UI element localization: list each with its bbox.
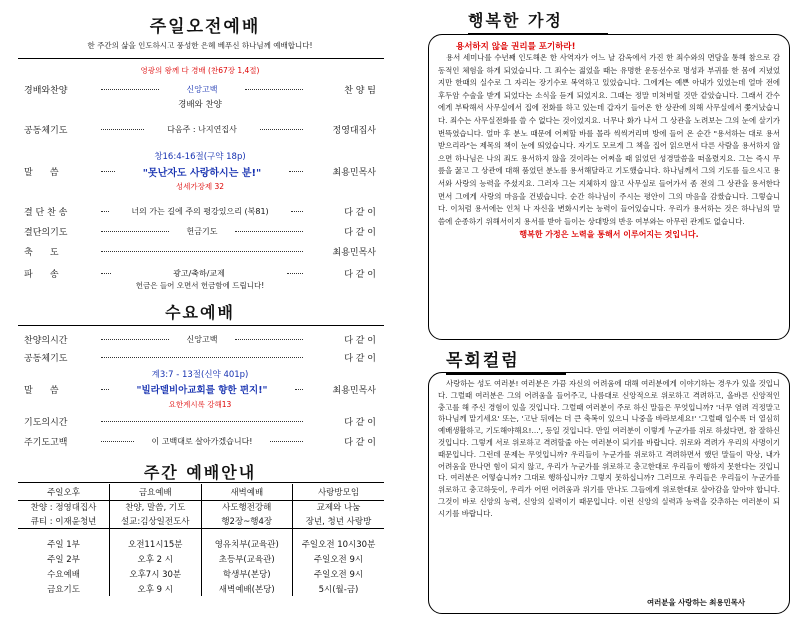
- row-label: 축 도: [24, 247, 59, 258]
- sched-cell: 5시(월-금): [293, 581, 385, 596]
- row-offering: [24, 224, 376, 238]
- column-title: 목회컬럼: [446, 346, 566, 375]
- offering-note: 헌금은 들어 오면서 헌금함에 드립니다!: [135, 281, 265, 290]
- wed-row-prayer: [24, 350, 376, 364]
- wed-row-sermon: [24, 382, 376, 396]
- wed-row-time: [24, 414, 376, 428]
- row-mid: 너의 가는 길에 주의 평강있으리 (복81): [131, 206, 269, 216]
- sched-cell: 영유치부(교육관): [201, 536, 293, 551]
- wed-sermon-ref: 계3:7 - 13절(신약 401p): [151, 370, 249, 380]
- weekly-cell: 찬양, 말씀, 기도: [110, 500, 202, 514]
- row-label: 결단의기도: [24, 227, 68, 238]
- sched-cell: 수요예배: [47, 569, 80, 580]
- praise-sub: 경배와 찬양: [178, 100, 222, 110]
- row-mid: 신앙고백: [186, 84, 218, 94]
- sermon-series: 성세가장제 32: [175, 182, 225, 191]
- row-label: 공동체기도: [24, 353, 68, 364]
- weekly-cell: 사도행전강해: [201, 500, 293, 514]
- row-right: 찬 양 팀: [344, 85, 376, 96]
- divider: [18, 482, 384, 483]
- divider: [18, 58, 384, 59]
- sched-cell: 새벽예배(본당): [201, 581, 293, 596]
- row-right: 최용민목사: [332, 247, 376, 258]
- row-label: 찬양의시간: [24, 335, 68, 346]
- row-right: 다 같 이: [344, 437, 376, 448]
- row-mid: 광고/축하/교제: [173, 268, 225, 278]
- sched-cell: 오후7시 30분: [110, 566, 202, 581]
- weekly-table: [18, 484, 384, 596]
- weekly-header: 주일오후: [47, 487, 80, 498]
- sched-cell: 주일오전 9시: [293, 566, 385, 581]
- weekly-row: [18, 500, 384, 514]
- row-mid: 신앙고백: [186, 334, 218, 344]
- row-label: 공동체기도: [24, 125, 68, 136]
- divider: [18, 325, 384, 326]
- service-subtitle: 한 주간의 삶을 인도하시고 풍성한 은혜 베푸신 하나님께 예배합니다!: [87, 41, 313, 50]
- schedule-row: [18, 566, 384, 581]
- row-label: 경배와찬양: [24, 85, 68, 96]
- row-mid: 헌금기도: [186, 226, 218, 236]
- sunday-service-title: 주일오전예배: [149, 17, 261, 37]
- column-box: [428, 372, 790, 614]
- column-signature: 여러분을 사랑하는 최용민목사: [647, 598, 745, 607]
- row-prayer: [24, 122, 376, 136]
- schedule-row: [18, 536, 384, 551]
- sched-cell: 금요기도: [47, 584, 80, 595]
- schedule-row: [18, 581, 384, 596]
- weekly-title: 주간 예배안내: [143, 463, 257, 482]
- row-right: 정영대집사: [332, 125, 376, 136]
- weekly-header: 새벽예배: [201, 484, 293, 500]
- row-label: 말 씀: [24, 385, 59, 396]
- wed-sermon-title: "빌라델비아교회를 향한 편지!": [136, 385, 268, 396]
- sermon-ref: 창16:4-16절(구약 18p): [154, 152, 246, 162]
- row-benediction: [24, 244, 376, 258]
- column-text: 사랑하는 성도 여러분! 여러분은 가끔 자신의 어려움에 대해 여러분에게 이야기하는 경우가 있을 것입니다. 그럴때 여러분은 그의 어려움을 들어주고, 나름대로 신앙적으로 위로하고 격려하고, 올바른 신앙적인 충고를 해 주신 경험이 있을 것입니다. 그럴때 여러분이 주로 하신 말들은 무엇입니까? '너무 염려 걱정말고 하나님께 맡기세요' 또는, '고난 뒤에는 더 큰 축복이 있으니 나중을 바라보세요!' '그럴때 일수록 더 열심히 예배생활하고, 기도해야해요!...', 등일 것입니다. 만일 여러분이 이렇게 누군가를 위로 하셨다면, 참 잘하신 것입니다. 그렇게 서로 위로하고 격려할줄 아는 여러분이 되기를 바랍니다. 위로와 격려가 우리의 사명이기 때문입니다. 그런데 문제는 무엇입니까? 우리들이 누군가를 위로하고 격려하면서 했던 말들이 막상, 내가 어려움을 만나면 힘이 되지 않고, 우리가 누군가를 위로하고 충고한대로 우리들이 행하지 못한다는 것입니다. 여러분은 어떻습니까? 그대로 행하십니까? 그렇지 못하십니까? 그러므로 우리들은 우리들이 누군가를 위로하고 충고하듯이, 우리가 어떤 어려움과 위기를 만나도 그들에게 위로한대로 살아감을 알아야 합니다. 그것이 바로 신앙의 능력, 신앙의 실력이기 때문입니다. 이런 신앙의 실력과 능력을 갖추하는 여러분이 되시기를 바랍니다.: [438, 379, 780, 518]
- weekly-row: [18, 514, 384, 528]
- row-right: 다 같 이: [344, 227, 376, 238]
- row-right: 최용민목사: [332, 385, 376, 396]
- happy-family-title: 행복한 가정: [468, 8, 608, 35]
- box-footer: 행복한 가정은 노력을 통해서 이루어지는 것입니다.: [519, 230, 699, 240]
- sched-cell: 초등부(교육관): [201, 551, 293, 566]
- row-mid: 다음주 : 나지연집사: [167, 124, 237, 134]
- row-label: 기도의시간: [24, 417, 68, 428]
- weekly-cell: 교제와 나눔: [293, 500, 385, 514]
- hymn-note: 영광의 왕께 다 경배 (찬67장 1,4절): [140, 66, 260, 75]
- row-label: 주기도고백: [24, 437, 68, 448]
- wed-series: 요한계시록 강해13: [168, 400, 232, 409]
- wed-row-praise: [24, 332, 376, 346]
- box-text: 용서 세미나를 수년째 인도해온 한 사역자가 어느 날 감옥에서 가진 한 죄수와의 면담을 통해 참으로 감동적인 체험을 하게 되었습니다. 그 죄수는 젊었을 때는 유명한 운동선수로 명성과 부귀를 한 몸에 지녔었지만 한때의 실수로 그 자리는 장기수로 복역하고 있었습니다. 그에게는 예쁜 아내가 있었는데 얼마 전에 후두암 수술을 받게 되었다는 소식을 듣게 되었지요. 그때는 정말 미쳐버릴 것만 같았습니다. 그래서 간수에게 부탁해서 사무실에서 집에 전화를 하고 있는데 갑자기 들어온 한 상관에 의해 사무실에서 쫓겨났습니다. 죄수는 사무실전화를 쓸 수 없다는 것이었지요. 너무나 화가 나서 그 상관을 노려보는 그의 눈에 살기가 번뜩였습니다. 얼마 후 분노 때문에 어쩌할 바를 몰라 씩씩거리며 방에 들어 온 순간 "용서하는 대로 용서 받으리라"는 제목의 책이 눈에 띄었습니다. 자기도 모르게 그 책을 집어 읽으면서 다른 사람을 용서하지 않으면 하나님은 나의 죄도 용서하지 않을 것이라는 어쩌을 때 읽었던 성경말씀을 떠올렸지요. 그는 즉시 무릎을 꿇고 그 상관에 대해 품었던 분노를 용서해달라고 기도했습니다. 하나님께서 그의 기도를 들으시고 용서와 사랑의 능력을 주셨지요. 그러자 그는 지체하지 않고 사무실로 들어가서 좀 전의 그 상관을 용서한다면서 그에게 사랑의 마음을 건넸습니다. 순간 하나님이 주시는 평안이 그의 마음을 감쌌습니다. 그렇습니다. 이처럼 용서에는 인처 나 자신을 변화시키는 능력이 들어있습니다. 우리가 용서하는 것은 하나님의 말씀에 순종하기 위해서이지 용서를 받아 들이는 상대방의 반응 여부와는 아무런 관계도 없습니다.: [438, 53, 780, 226]
- weekly-cell: 행2장~행4장: [201, 514, 293, 528]
- weekly-cell: 장년, 청년 사랑방: [293, 514, 385, 528]
- row-right: 다 같 이: [344, 353, 376, 364]
- wed-row-lords-prayer: [24, 434, 376, 448]
- row-right: 다 같 이: [344, 417, 376, 428]
- happy-family-box: [428, 34, 790, 340]
- box-title: 용서하지 않을 권리를 포기하라!: [456, 42, 576, 52]
- weekly-header-row: [18, 484, 384, 500]
- sched-cell: 주일 1부: [47, 539, 80, 550]
- schedule-row: [18, 551, 384, 566]
- weekly-header: 사랑방모임: [293, 484, 385, 500]
- sched-cell: 오후 9 시: [110, 581, 202, 596]
- sched-cell: 오전11시15분: [110, 536, 202, 551]
- row-label: 말 씀: [24, 167, 59, 178]
- row-right: 다 같 이: [344, 207, 376, 218]
- sched-cell: 오후 2 시: [110, 551, 202, 566]
- weekly-cell: 설교:김상일전도사: [110, 514, 202, 528]
- wednesday-title: 수요예배: [165, 303, 235, 322]
- row-sending: [24, 266, 376, 280]
- row-sermon: [24, 164, 376, 178]
- sched-cell: 주일 2부: [47, 554, 80, 565]
- row-right: 다 같 이: [344, 269, 376, 280]
- sched-cell: 학생부(본당): [201, 566, 293, 581]
- weekly-cell: 찬양 : 정영대집사: [30, 503, 97, 514]
- sermon-title: "못난자도 사랑하시는 분!": [142, 167, 262, 179]
- sched-cell: 주일오전 10시30분: [293, 536, 385, 551]
- sched-cell: 주일오전 9시: [293, 551, 385, 566]
- row-right: 최용민목사: [332, 167, 376, 178]
- row-hymn: [24, 204, 376, 218]
- row-praise: [24, 82, 376, 96]
- weekly-header: 금요예배: [110, 484, 202, 500]
- row-mid: 이 고백대로 살아가겠습니다!: [151, 436, 253, 446]
- row-right: 다 같 이: [344, 335, 376, 346]
- row-label: 파 송: [24, 269, 59, 280]
- weekly-cell: 큐티 : 이재윤청년: [30, 516, 97, 527]
- row-label: 결 단 찬 송: [24, 207, 68, 218]
